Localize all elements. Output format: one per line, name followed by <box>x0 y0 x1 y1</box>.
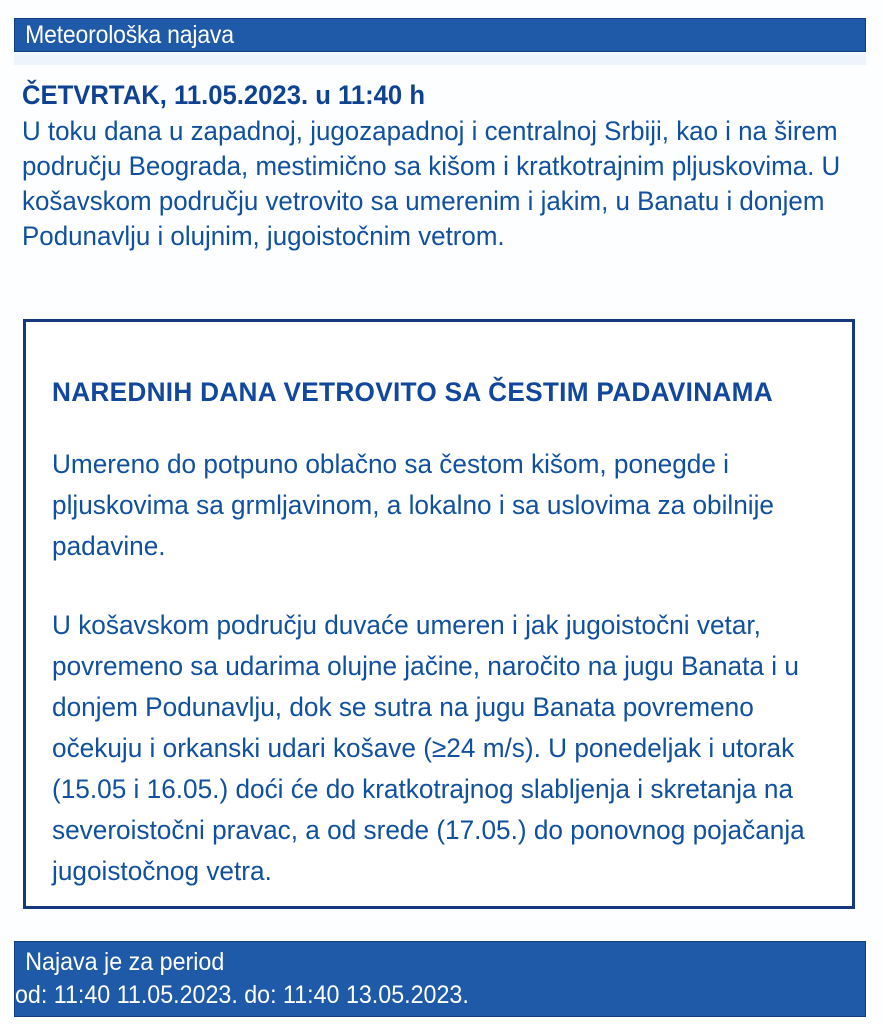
announcement-title: Meteorološka najava <box>25 20 234 49</box>
validity-range: od: 11:40 11.05.2023. do: 11:40 13.05.2023. <box>15 981 469 1009</box>
forecast-box-content <box>26 322 852 892</box>
intro-body-text: U toku dana u zapadnoj, jugozapadnoj i centralnoj Srbiji, kao i na širem području Beograda, mestimično sa kišom i kratkotrajnim pljuskovima. U košavskom području vetrovito sa umerenim i jakim, u Banatu i donjem Podunavlju i olujnim, jugoistočnim vetrom. <box>22 116 841 251</box>
validity-period-bar <box>14 941 866 1017</box>
issue-datetime-heading: ČETVRTAK, 11.05.2023. u 11:40 h <box>22 80 425 110</box>
forecast-paragraph-wind: U košavskom području duvaće umeren i jak jugoistočni vetar, povremeno sa udarima olujne jačine, naročito na jugu Banata i u donjem Podunavlju, dok se sutra na jugu Banata povremeno očekuju i orkanski udari košave (≥24 m/s). U ponedeljak i utorak (15.05 i 16.05.) doći će do kratkotrajnog slabljenja i skretanja na severoistočni pravac, a od srede (17.05.) do ponovnog pojačanja jugoistočnog vetra. <box>52 610 805 886</box>
intro-section <box>22 78 862 254</box>
announcement-title-bar <box>14 18 866 52</box>
forecast-box <box>23 319 855 909</box>
forecast-heading: NAREDNIH DANA VETROVITO SA ČESTIM PADAVINAMA <box>52 377 773 407</box>
title-bar-underline-strip <box>14 53 866 65</box>
validity-label: Najava je za period <box>25 948 225 976</box>
forecast-paragraph-precipitation: Umereno do potpuno oblačno sa čestom kišom, ponegde i pljuskovima sa grmljavinom, a lokalno i sa uslovima za obilnije padavine. <box>52 449 774 561</box>
